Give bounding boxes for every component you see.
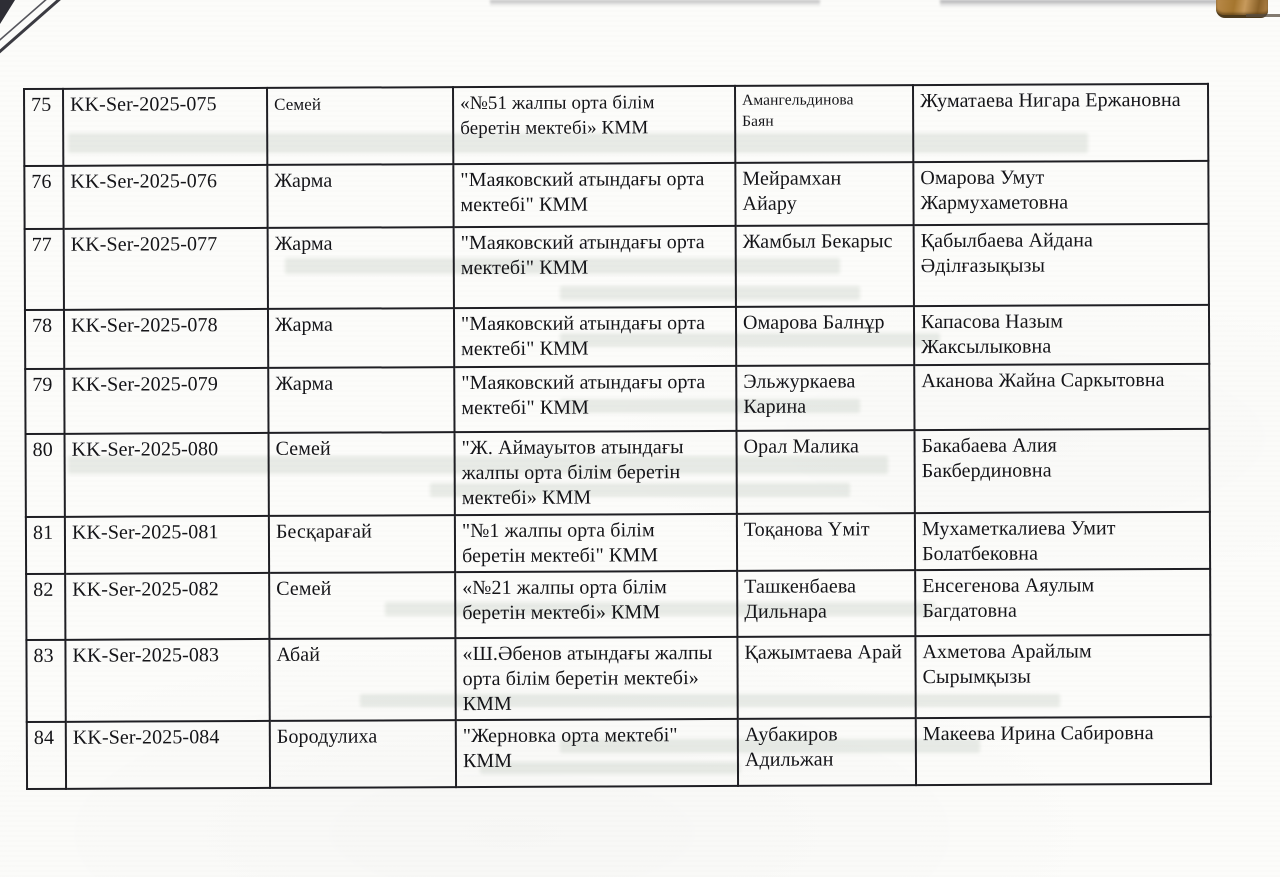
cell-row-number: 79	[25, 369, 64, 434]
table-row	[25, 364, 1209, 434]
cell-school: "Маяковский атындағы орта мектебі" КММ	[454, 366, 736, 432]
cell-teacher-name: Макеева Ирина Сабировна	[916, 717, 1211, 785]
scan-edge-shadow	[490, 0, 820, 7]
cell-school: "Ж. Аймауытов атындағы жалпы орта білім беретін мектебі» КММ	[455, 431, 737, 515]
cell-region: Бесқарағай	[269, 515, 455, 573]
cell-region: Семей	[269, 572, 455, 639]
cell-student-name: Эльжуркаева Карина	[736, 365, 914, 431]
table-row	[25, 224, 1209, 310]
cell-school: "Маяковский атындағы орта мектебі" КММ	[453, 163, 735, 227]
cell-student-name: Омарова Балнұр	[736, 306, 914, 366]
cell-row-number: 82	[26, 574, 65, 640]
cell-student-name: Амангельдинова Баян	[735, 85, 913, 163]
cell-teacher-name: Капасова Назым Жаксылыковна	[914, 305, 1209, 365]
cell-region: Жарма	[268, 227, 454, 309]
cell-teacher-name: Ахметова Арайлым Сырымқызы	[915, 635, 1210, 718]
cell-student-name: Жамбыл Бекарыс	[736, 225, 914, 307]
cell-school: «№21 жалпы орта білім беретін мектебі» КММ	[455, 571, 737, 638]
records-table-body	[24, 84, 1211, 789]
cell-student-name: Ташкенбаева Дильнара	[737, 570, 915, 637]
cell-certificate-code: KK-Ser-2025-084	[66, 721, 270, 789]
cell-row-number: 81	[26, 517, 65, 574]
table-row	[26, 569, 1210, 640]
cell-school: "Маяковский атындағы орта мектебі" КММ	[454, 307, 736, 367]
cell-teacher-name: Қабылбаева Айдана Әділғазықызы	[914, 224, 1209, 306]
cell-certificate-code: KK-Ser-2025-079	[64, 368, 268, 434]
cell-teacher-name: Бакабаева Алия Бакбердиновна	[915, 429, 1210, 513]
cell-region: Жарма	[268, 367, 454, 433]
table-row	[25, 305, 1209, 369]
table-row	[24, 84, 1208, 166]
cell-region: Семей	[269, 432, 455, 516]
cell-teacher-name: Аканова Жайна Саркытовна	[914, 364, 1209, 430]
cell-teacher-name: Енсегенова Аяулым Багдатовна	[915, 569, 1210, 636]
cell-certificate-code: KK-Ser-2025-081	[65, 516, 269, 574]
page-corner-fold-icon	[0, 0, 130, 100]
cell-student-name: Қажымтаева Арай	[737, 636, 915, 719]
cell-school: «Ш.Әбенов атындағы жалпы орта білім беретін мектебі» КММ	[455, 637, 737, 720]
cell-row-number: 76	[24, 166, 63, 229]
cell-teacher-name: Жуматаева Нигара Ержановна	[913, 84, 1208, 162]
cell-row-number: 80	[26, 434, 65, 517]
cell-school: «№51 жалпы орта білім беретін мектебі» КММ	[453, 86, 735, 164]
scan-edge-shadow	[940, 0, 1240, 8]
table-row	[26, 512, 1210, 574]
cell-row-number: 75	[24, 89, 63, 166]
cell-certificate-code: KK-Ser-2025-082	[65, 573, 269, 640]
table-row	[24, 161, 1208, 229]
cell-student-name: Орал Малика	[737, 430, 915, 514]
corner-dark-triangle	[0, 0, 15, 24]
cell-school: "№1 жалпы орта білім беретін мектебі" КММ	[455, 514, 737, 572]
cell-row-number: 77	[25, 229, 64, 310]
cell-certificate-code: KK-Ser-2025-083	[65, 639, 269, 722]
cell-row-number: 83	[26, 640, 65, 722]
table-row	[26, 429, 1210, 517]
cell-teacher-name: Омарова Умут Жармухаметовна	[913, 161, 1208, 225]
table-row	[26, 635, 1210, 722]
cell-row-number: 84	[27, 722, 66, 789]
cell-row-number: 78	[25, 310, 64, 369]
cell-region: Абай	[269, 638, 455, 721]
table-row	[27, 717, 1211, 789]
cell-school: "Жерновка орта мектебі" КММ	[456, 719, 738, 787]
records-table	[23, 83, 1212, 790]
cell-certificate-code: KK-Ser-2025-076	[63, 165, 267, 229]
cell-region: Бородулиха	[270, 720, 456, 788]
cell-region: Жарма	[268, 308, 454, 368]
cell-region: Семей	[267, 87, 453, 165]
cell-student-name: Аубакиров Адильжан	[738, 718, 916, 786]
cell-certificate-code: KK-Ser-2025-077	[64, 228, 268, 310]
cell-student-name: Мейрамхан Айару	[735, 162, 913, 226]
cell-teacher-name: Мухаметкалиева Умит Болатбековна	[915, 512, 1210, 570]
cell-region: Жарма	[267, 164, 453, 228]
desk-wood-edge-line	[1246, 14, 1280, 17]
cell-school: "Маяковский атындағы орта мектебі" КММ	[454, 226, 736, 308]
cell-certificate-code: KK-Ser-2025-078	[64, 309, 268, 369]
cell-student-name: Тоқанова Үміт	[737, 513, 915, 571]
cell-certificate-code: KK-Ser-2025-080	[65, 433, 269, 517]
cell-certificate-code: KK-Ser-2025-075	[63, 88, 267, 166]
